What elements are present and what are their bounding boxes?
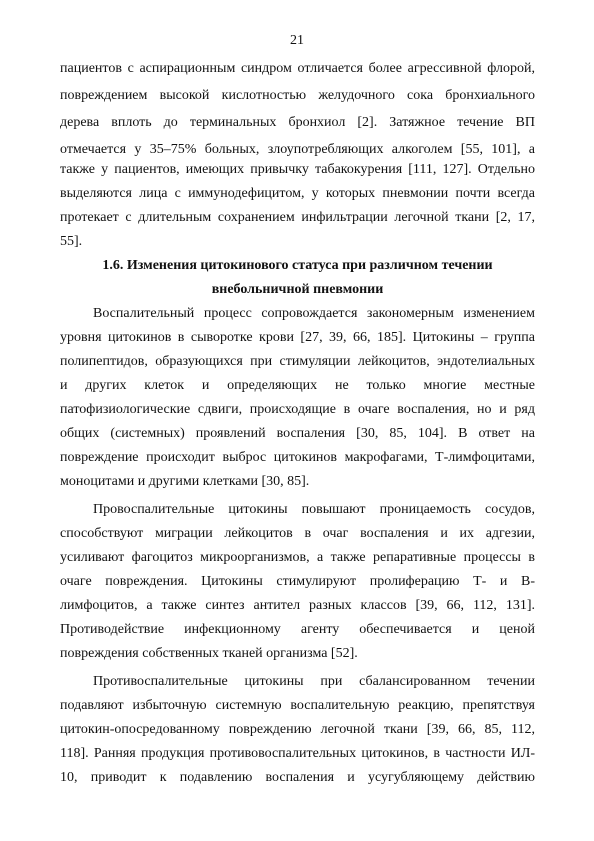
text-line: Противоспалительные цитокины при сбалансированном течении [93, 674, 535, 689]
text-line: отмечается у 35–75% больных, злоупотребляющих алкоголем [55, 101], а [60, 142, 535, 157]
text-line: также у пациентов, имеющих привычку табакокурения [111, 127]. Отдельно [60, 162, 535, 177]
text-line: Воспалительный процесс сопровождается закономерным изменением [93, 306, 535, 321]
text-line: пациентов с аспирационным синдром отличается более агрессивной флорой, [60, 61, 535, 76]
text-line: и других клеток и определяющих не только многие местные [60, 378, 535, 393]
text-line: 10, приводит к подавлению воспаления и усугубляющему действию [60, 770, 535, 785]
page-number: 21 [290, 33, 304, 48]
text-line: цитокин-опосредованному повреждению легочной ткани [39, 66, 85, 112, [60, 722, 535, 737]
text-line: повреждение происходит выброс цитокинов макрофагами, Т-лимфоцитами, [60, 450, 535, 465]
text-line: 118]. Ранняя продукция противовоспалительных цитокинов, в частности ИЛ- [60, 746, 535, 761]
text-line: общих (системных) проявлений воспаления [30, 85, 104]. В ответ на [60, 426, 535, 441]
section-heading: 1.6. Изменения цитокинового статуса при различном течении [102, 258, 493, 273]
section-heading: внебольничной пневмонии [211, 282, 384, 297]
text-line: усиливают фагоцитоз микроорганизмов, а также репаративные процессы в [60, 550, 535, 565]
text-line: способствуют миграции лейкоцитов в очаг воспаления и их адгезии, [60, 526, 535, 541]
text-line: моноцитами и другими клетками [30, 85]. [60, 474, 310, 489]
text-line: подавляют избыточную системную воспалительную реакцию, препятствуя [60, 698, 535, 713]
text-line: дерева вплоть до терминальных бронхиол [2]. Затяжное течение ВП [60, 115, 535, 130]
text-line: повреждением высокой кислотностью желудочного сока бронхиального [60, 88, 535, 103]
text-line: протекает с длительным сохранением инфильтрации легочной ткани [2, 17, [60, 210, 535, 225]
text-line: полипептидов, образующихся при стимуляции лейкоцитов, эндотелиальных [60, 354, 535, 369]
text-line: 55]. [60, 234, 83, 249]
text-line: повреждения собственных тканей организма [52]. [60, 646, 358, 661]
text-line: патофизиологические сдвиги, происходящие в очаге воспаления, но и ряд [60, 402, 535, 417]
text-line: лимфоцитов, а также синтез антител разных классов [39, 66, 112, 131]. [60, 598, 535, 613]
text-line: уровня цитокинов в сыворотке крови [27, 39, 66, 185]. Цитокины – группа [60, 330, 535, 345]
text-line: выделяются лица с иммунодефицитом, у которых пневмонии почти всегда [60, 186, 535, 201]
text-line: Противодействие инфекционному агенту обеспечивается и ценой [60, 622, 535, 637]
text-line: Провоспалительные цитокины повышают проницаемость сосудов, [93, 502, 535, 517]
text-line: очаге повреждения. Цитокины стимулируют пролиферацию Т- и В- [60, 574, 535, 589]
